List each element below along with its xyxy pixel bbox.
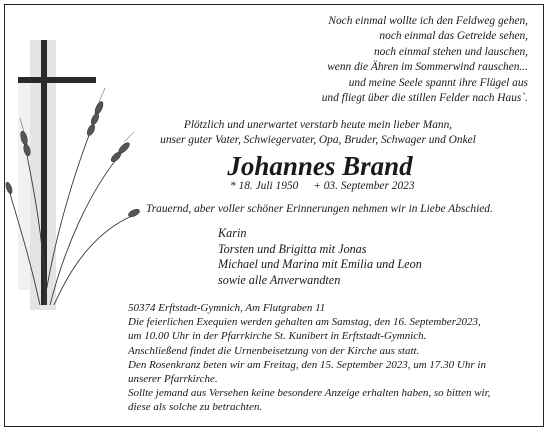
family-member: Karin [218,226,247,240]
life-dates [230,180,427,192]
details-line: Die feierlichen Exequien werden gehalten am Samstag, den 16. September2023, [128,316,481,329]
death-date: + 03. September 2023 [313,180,415,192]
details-line: um 10.00 Uhr in der Pfarrkirche St. Kunibert in Erftstadt-Gymnich. [128,330,427,343]
poem-line: noch einmal das Getreide sehen, [379,30,528,43]
details-line: diese als solche zu betrachten. [128,401,263,414]
family-member: Michael und Marina mit Emilia und Leon [218,257,422,272]
family-member: Torsten und Brigitta mit Jonas [218,241,367,256]
poem-line: Noch einmal wollte ich den Feldweg gehen, [328,15,528,27]
family-member: sowie alle Anverwandten [218,272,341,287]
details-line: Den Rosenkranz beten wir am Freitag, den 15. September 2023, um 17.30 Uhr in [128,358,486,371]
details-line: Sollte jemand aus Versehen keine besondere Anzeige erhalten haben, so bitten wir, [128,387,491,400]
poem-line: und fliegt über die stillen Felder nach Haus`. [321,92,528,105]
poem-line: noch einmal stehen und lauschen, [373,45,528,58]
poem [198,14,528,106]
details-line: Anschließend findet die Urnenbeisetzung von der Kirche aus statt. [128,344,420,357]
deceased-name: Johannes Brand [227,151,413,181]
details-line: unserer Pfarrkirche. [128,373,218,386]
service-details [128,301,490,415]
intro-line: unser guter Vater, Schwiegervater, Opa, Bruder, Schwager und Onkel [160,133,476,146]
family-list [218,226,422,288]
address-line: 50374 Erftstadt-Gymnich, Am Flutgraben 11 [128,302,326,314]
poem-line: und meine Seele spannt ihre Flügel aus [348,76,528,89]
intro-text [130,118,506,147]
mourning-text: Trauernd, aber voller schöner Erinnerungen nehmen wir in Liebe Abschied. [146,203,493,215]
poem-line: wenn die Ähren im Sommerwind rauschen... [327,61,528,74]
intro-line: Plötzlich und unerwartet verstarb heute mein lieber Mann, [183,119,453,131]
birth-date: * 18. Juli 1950 [230,180,299,192]
